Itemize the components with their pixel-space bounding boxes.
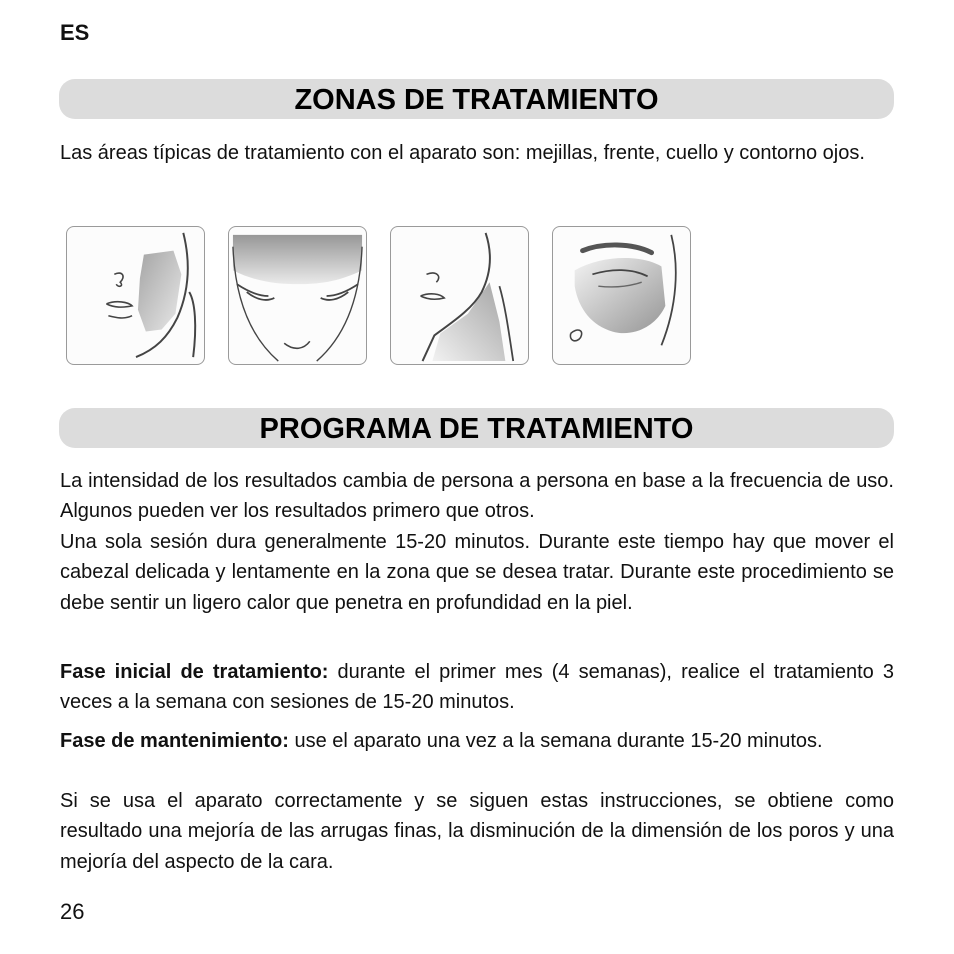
results-summary-paragraph: Si se usa el aparato correctamente y se siguen estas instrucciones, se obtiene como resultado una mejoría de las arrugas finas, la disminución de la dimensión de los poros y una mejoría del aspecto de la cara. bbox=[60, 790, 894, 873]
forehead-zone-icon bbox=[228, 226, 367, 365]
eye-contour-zone-icon bbox=[552, 226, 691, 365]
maintenance-phase-paragraph bbox=[60, 726, 894, 756]
session-paragraph: Una sola sesión dura generalmente 15-20 minutos. Durante este tiempo hay que mover el cabezal delicada y lentamente en la zona que se desea tratar. Durante este procedimiento se debe sentir un ligero calor que penetra en profundidad en la piel. bbox=[60, 531, 894, 614]
cheek-zone-icon bbox=[66, 226, 205, 365]
section-title-zonas: ZONAS DE TRATAMIENTO bbox=[59, 79, 894, 119]
page-number: 26 bbox=[60, 899, 85, 924]
language-code: ES bbox=[60, 20, 90, 45]
maintenance-phase-label: Fase de mantenimiento: bbox=[60, 730, 289, 752]
initial-phase-paragraph bbox=[60, 657, 894, 718]
initial-phase-label: Fase inicial de tratamiento: bbox=[60, 661, 329, 683]
maintenance-phase-text: use el aparato una vez a la semana durante 15-20 minutos. bbox=[288, 730, 823, 752]
section-title-programa: PROGRAMA DE TRATAMIENTO bbox=[59, 408, 894, 448]
initial-phase-text: durante el primer mes (4 semanas), realice el tratamiento 3 veces a la semana con sesiones de 15-20 minutos. bbox=[60, 661, 894, 714]
results-paragraph: La intensidad de los resultados cambia de persona a persona en base a la frecuencia de uso. Algunos pueden ver los resultados primero que otros. bbox=[60, 470, 894, 523]
neck-zone-icon bbox=[390, 226, 529, 365]
zones-intro-text: Las áreas típicas de tratamiento con el aparato son: mejillas, frente, cuello y contorno ojos. bbox=[60, 142, 865, 164]
